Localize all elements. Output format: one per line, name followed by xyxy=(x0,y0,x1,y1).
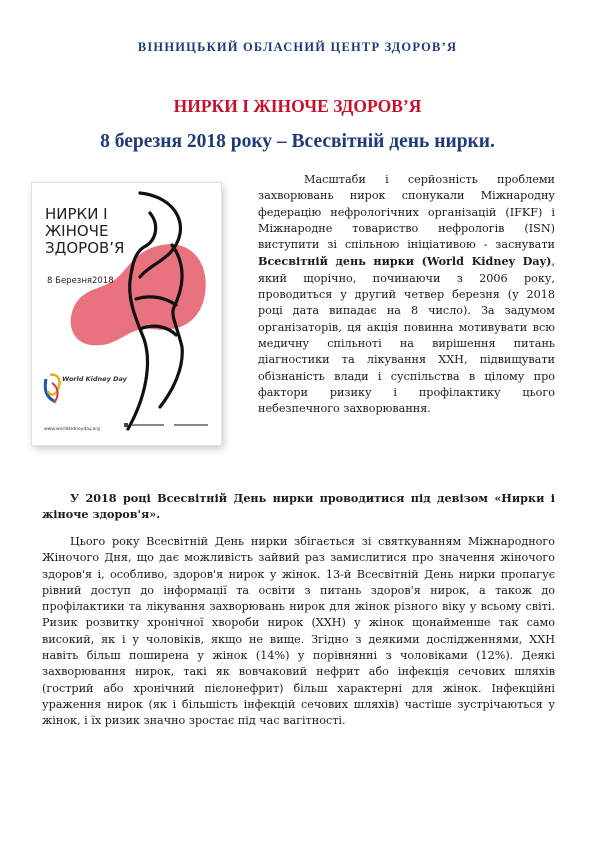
page-subtitle: 8 березня 2018 року – Всесвітній день нирки. xyxy=(100,131,495,152)
intro-highlight: Всесвітній день нирки (World Kidney Day) xyxy=(258,254,552,269)
intro-text-2: , який щорічно, починаючи з 2006 року, проводиться у другий четвер березня (у 2018 році дата випадає на 8 число). За задумом організаторів, ця акція повинна мотивувати всю медичну спільноті на вирішення питань діагностики та лікування ХХН, підвищувати обізнаність влади і суспільства в цілому про фактори ризику і профілактику цього небезпечного захворювання. xyxy=(258,255,555,416)
poster-logo-text: World Kidney Day xyxy=(62,375,127,383)
poster-image xyxy=(32,183,221,445)
organization-name: ВІННИЦЬКИЙ ОБЛАСНИЙ ЦЕНТР ЗДОРОВ’Я xyxy=(137,40,458,54)
poster-heading: НИРКИ І ЖІНОЧЕ ЗДОРОВ’Я xyxy=(45,205,125,257)
motto-text: У 2018 році Всесвітній День нирки проводитися під девізом «Нирки і жіноче здоров'я». xyxy=(42,491,555,522)
main-text: Цього року Всесвітній День нирки збігається зі святкуванням Міжнародного Жіночого Дня, що дає можливість зайвий раз замислитися про значення жіночого здоров'я і, особливо, здоров'я нирок у жінок. 13-й Всесвітній День нирки пропагує рівний доступ до інформації та освіти з питань здоров'я нирок, а також до профілактики та лікування захворювань нирок для жінок різного віку у всьому світі. Ризик розвитку хронічної хвороби нирок (ХХН) у жінок щонайменше так само високий, як і у чоловіків, якщо не вище. Згідно з деякими дослідженнями, ХХН навіть більш поширена у жінок (14%) у порівнянні з чоловіками (12%). Деякі захворювання нирок, такі як вовчаковий нефрит або інфекція сечових шляхів (гострий або хронічний пієлонефрит) більш характерні для жінок. Інфекційні ураження нирок (як і більшість інфекцій сечових шляхів) частіше зустрічаються у жінок, і їх ризик значно зростає під час вагітності. xyxy=(42,535,555,728)
main-paragraph xyxy=(42,534,555,730)
poster-date: 8 Березня2018 xyxy=(47,276,114,286)
poster-url: www.worldkidneyday.org xyxy=(44,427,100,432)
page-title: НИРКИ І ЖІНОЧЕ ЗДОРОВ’Я xyxy=(173,96,422,116)
pink-kidney-shape xyxy=(71,244,206,345)
poster-footer-partner-logos xyxy=(124,423,208,427)
world-kidney-day-logo xyxy=(45,375,59,403)
intro-text-1: Масштаби і серйозність проблеми захворювань нирок спонукали Міжнародну федерацію нефрологічних організацій (IFKF) і Міжнародне товариство нефрологів (ISN) виступити зі спільною ініціативою - заснувати xyxy=(258,173,555,252)
motto-paragraph xyxy=(42,490,555,523)
intro-paragraph xyxy=(258,172,555,417)
